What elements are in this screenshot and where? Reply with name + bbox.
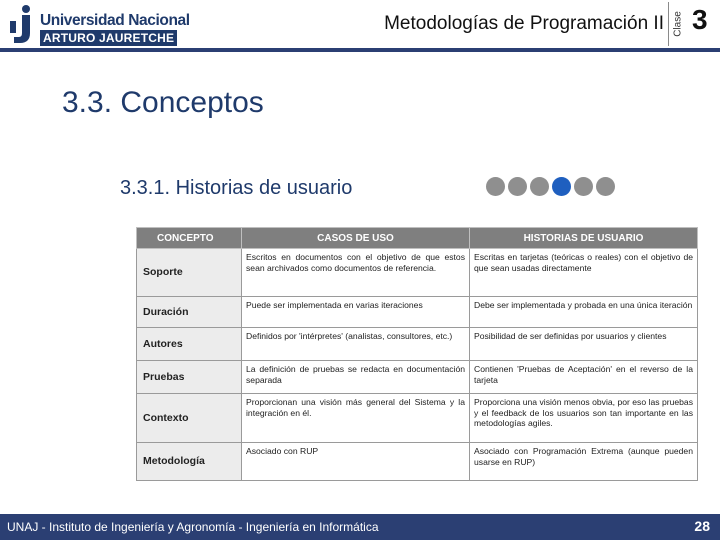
class-label-text: Clase — [672, 11, 684, 37]
progress-dot — [530, 177, 549, 196]
row-concept: Metodología — [137, 443, 242, 481]
progress-dot — [508, 177, 527, 196]
university-logo — [6, 3, 190, 47]
comparison-table — [136, 227, 697, 481]
progress-dot-active — [552, 177, 571, 196]
row-casos-de-uso: La definición de pruebas se redacta en documentación separada — [242, 361, 470, 394]
row-concept: Soporte — [137, 249, 242, 297]
course-title: Metodologías de Programación II — [384, 13, 664, 34]
progress-dot — [574, 177, 593, 196]
footer-institution: UNAJ - Instituto de Ingeniería y Agronomía - Ingeniería en Informática — [7, 520, 379, 534]
row-historias-de-usuario: Escritas en tarjetas (teóricas o reales) con el objetivo de que sean usadas directamente — [470, 249, 698, 297]
row-concept: Duración — [137, 297, 242, 328]
section-title: 3.3. Conceptos — [62, 86, 264, 119]
row-casos-de-uso: Escritos en documentos con el objetivo de que estos sean archivados como documentos de referencia. — [242, 249, 470, 297]
page-number: 28 — [694, 518, 710, 534]
header-divider — [668, 2, 669, 46]
table-row — [137, 394, 698, 443]
table-row — [137, 443, 698, 481]
progress-dot — [486, 177, 505, 196]
row-casos-de-uso: Asociado con RUP — [242, 443, 470, 481]
slide-header — [0, 0, 720, 50]
slide-footer — [0, 514, 720, 540]
column-header-casos-de-uso: CASOS DE USO — [242, 228, 470, 249]
row-concept: Contexto — [137, 394, 242, 443]
table-row — [137, 361, 698, 394]
row-historias-de-usuario: Asociado con Programación Extrema (aunque pueden usarse en RUP) — [470, 443, 698, 481]
row-casos-de-uso: Proporcionan una visión más general del Sistema y la integración en él. — [242, 394, 470, 443]
row-historias-de-usuario: Contienen 'Pruebas de Aceptación' en el reverso de la tarjeta — [470, 361, 698, 394]
logo-university-name: Universidad Nacional — [40, 12, 190, 29]
subsection-title: 3.3.1. Historias de usuario — [120, 177, 353, 199]
table-row — [137, 249, 698, 297]
table-header-row — [137, 228, 698, 249]
row-historias-de-usuario: Proporciona una visión menos obvia, por eso las pruebas y el feedback de los usuarios son tan importante en las metodologías agiles. — [470, 394, 698, 443]
row-historias-de-usuario: Posibilidad de ser definidas por usuarios y clientes — [470, 328, 698, 361]
column-header-concepto: CONCEPTO — [137, 228, 242, 249]
progress-dots — [486, 177, 615, 196]
university-logo-icon — [6, 3, 36, 47]
row-concept: Autores — [137, 328, 242, 361]
row-casos-de-uso: Definidos por 'intérpretes' (analistas, consultores, etc.) — [242, 328, 470, 361]
class-number: 3 — [692, 4, 708, 35]
table-row — [137, 297, 698, 328]
column-header-historias-de-usuario: HISTORIAS DE USUARIO — [470, 228, 698, 249]
row-concept: Pruebas — [137, 361, 242, 394]
class-label — [670, 2, 686, 46]
row-historias-de-usuario: Debe ser implementada y probada en una única iteración — [470, 297, 698, 328]
row-casos-de-uso: Puede ser implementada en varias iteraciones — [242, 297, 470, 328]
header-rule — [0, 48, 720, 52]
table-row — [137, 328, 698, 361]
logo-university-subname: ARTURO JAURETCHE — [40, 30, 177, 46]
progress-dot — [596, 177, 615, 196]
